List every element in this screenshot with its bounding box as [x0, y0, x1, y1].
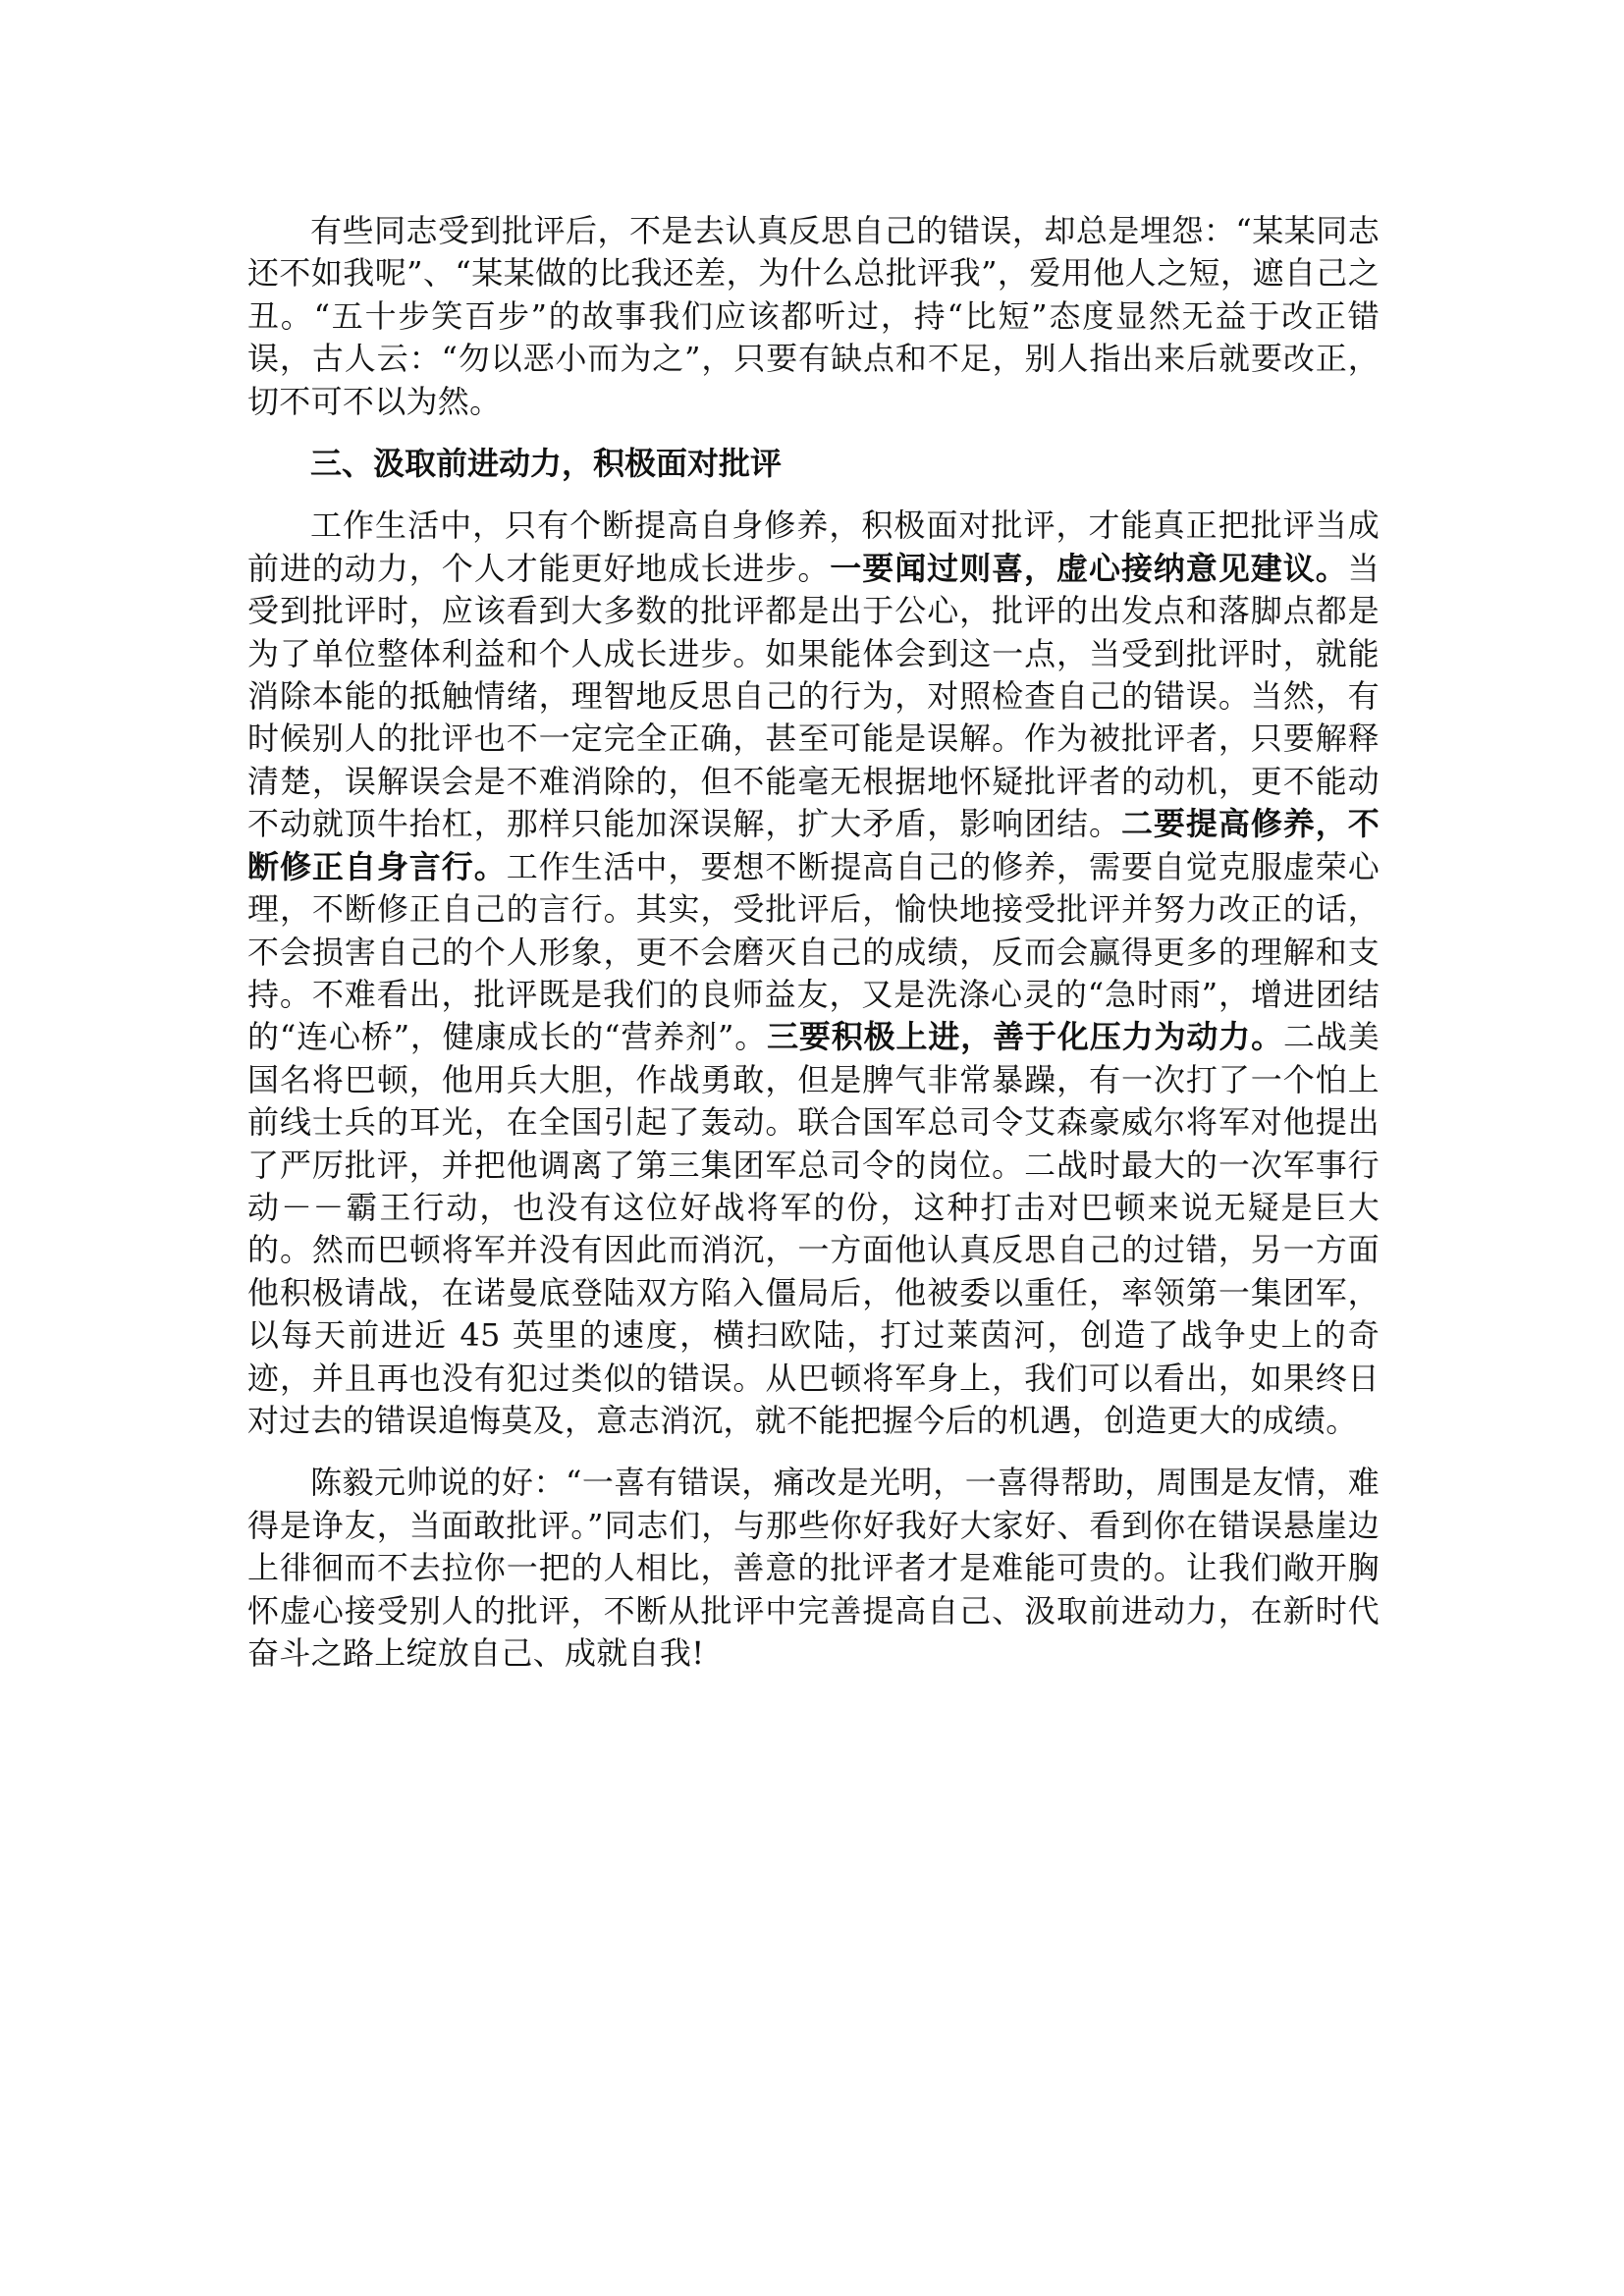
- point-1-title: 一要闻过则喜，虚心接纳意见建议。: [830, 549, 1348, 587]
- point-2-body: 工作生活中，要想不断提高自己的修养，需要自觉克服虚荣心理，不断修正自己的言行。其实，受批评后，愉快地接受批评并努力改正的话，不会损害自己的个人形象，更不会磨灭自己的成绩，反而会赢得更多的理解和支持。不难看出，批评既是我们的良师益友，又是洗涤心灵的“急时雨”，增进团结的“连心桥”，健康成长的“营养剂”。: [247, 847, 1380, 1056]
- point-3-title: 三要积极上进，善于化压力为动力。: [767, 1018, 1283, 1056]
- document-page: [247, 210, 1380, 1675]
- point-2-title: 二要提高修养，不断修正自身言行。: [247, 805, 1380, 885]
- paragraph-intro: 工作生活中，只有个断提高自身修养，积极面对批评，才能真正把批评当成前进的动力，个人才能更好地成长进步。: [247, 507, 1380, 587]
- point-3-body: 二战美国名将巴顿，他用兵大胆，作战勇敢，但是脾气非常暴躁，有一次打了一个怕上前线士兵的耳光，在全国引起了轰动。联合国军总司令艾森豪威尔将军对他提出了严厉批评，并把他调离了第三集团军总司令的岗位。二战时最大的一次军事行动－－霸王行动，也没有这位好战将军的份，这种打击对巴顿来说无疑是巨大的。然而巴顿将军并没有因此而消沉，一方面他认真反思自己的过错，另一方面他积极请战，在诺曼底登陆双方陷入僵局后，他被委以重任，率领第一集团军，以每天前进近 45 英里的速度，横扫欧陆，打过莱茵河，创造了战争史上的奇迹，并且再也没有犯过类似的错误。从巴顿将军身上，我们可以看出，如果终日对过去的错误追悔莫及，意志消沉，就不能把握今后的机遇，创造更大的成绩。: [247, 1018, 1380, 1439]
- paragraph-face-criticism: [247, 505, 1380, 1442]
- paragraph-conclusion: 陈毅元帅说的好：“一喜有错误，痛改是光明，一喜得帮助，周围是友情，难得是诤友，当面敢批评。”同志们，与那些你好我好大家好、看到你在错误悬崖边上徘徊而不去拉你一把的人相比，善意的批评者才是难能可贵的。让我们敞开胸怀虚心接受别人的批评，不断从批评中完善提高自己、汲取前进动力，在新时代奋斗之路上绽放自己、成就自我!: [247, 1464, 1380, 1672]
- section-heading: 三、汲取前进动力，积极面对批评: [310, 445, 783, 483]
- point-1-body: 当受到批评时，应该看到大多数的批评都是出于公心，批评的出发点和落脚点都是为了单位整体利益和个人成长进步。如果能体会到这一点，当受到批评时，就能消除本能的抵触情绪，理智地反思自己的行为，对照检查自己的错误。当然，有时候别人的批评也不一定完全正确，甚至可能是误解。作为被批评者，只要解释清楚，误解误会是不难消除的，但不能毫无根据地怀疑批评者的动机，更不能动不动就顶牛抬杠，那样只能加深误解，扩大矛盾，影响团结。: [247, 549, 1380, 843]
- paragraph-criticism-excuses: 有些同志受到批评后，不是去认真反思自己的错误，却总是埋怨：“某某同志还不如我呢”、“某某做的比我还差，为什么总批评我”，爱用他人之短，遮自己之丑。“五十步笑百步”的故事我们应该都听过，持“比短”态度显然无益于改正错误，古人云：“勿以恶小而为之”，只要有缺点和不足，别人指出来后就要改正，切不可不以为然。: [247, 212, 1380, 420]
